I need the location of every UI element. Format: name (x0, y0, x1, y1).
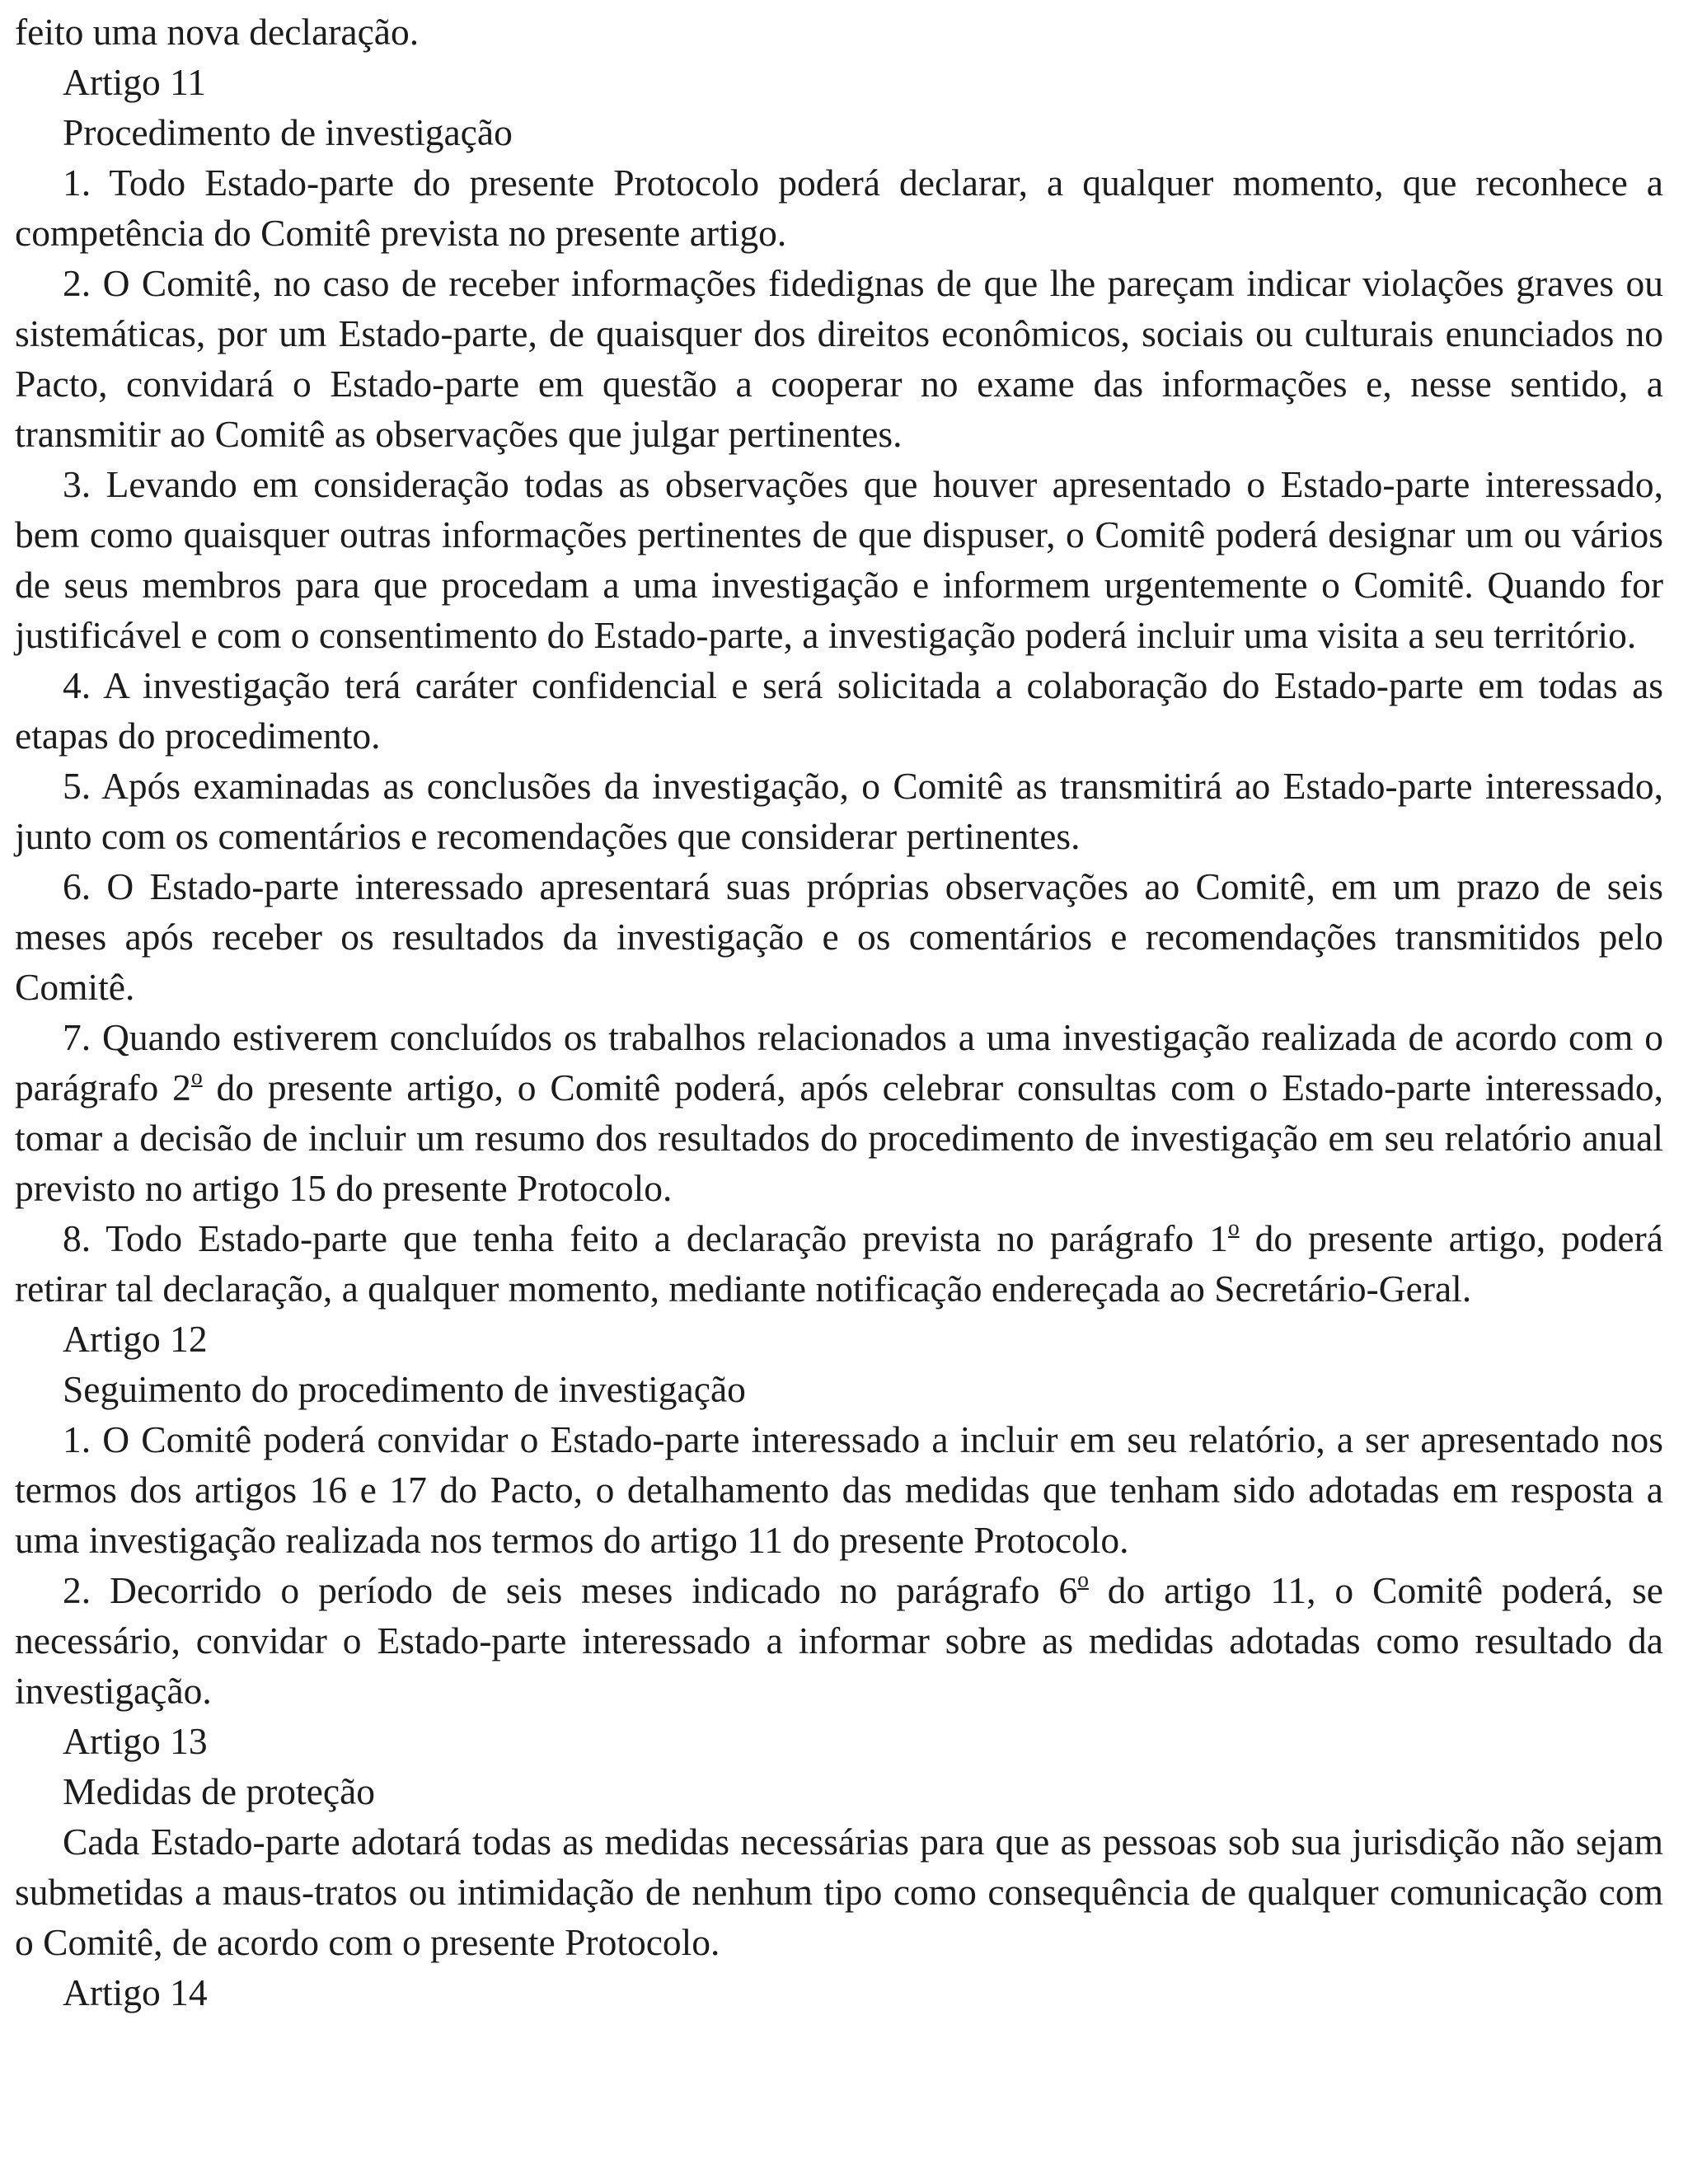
ordinal-indicator: o (190, 1064, 203, 1090)
article-11-paragraph-5: 5. Após examinadas as conclusões da investigação, o Comitê as transmitirá ao Estado-parte interessado, junto com os comentários e recomendações que considerar pertinentes. (15, 765, 1663, 857)
ordinal-indicator: o (1077, 1567, 1089, 1592)
article-12-paragraph-1: 1. O Comitê poderá convidar o Estado-parte interessado a incluir em seu relatório, a ser apresentado nos termos dos artigos 16 e 17 do Pacto, o detalhamento das medidas que tenham sido adotadas em resposta a uma investigação realizada nos termos do artigo 11 do presente Protocolo. (15, 1418, 1663, 1561)
article-11-paragraph-7-part-b: do presente artigo, o Comitê poderá, após celebrar consultas com o Estado-parte interessado, tomar a decisão de incluir um resumo dos resultados do procedimento de investigação em seu relatório anual previsto no artigo 15 do presente Protocolo. (15, 1066, 1663, 1209)
article-11-subtitle: Procedimento de investigação (63, 111, 513, 153)
article-11-paragraph-8-part-a: 8. Todo Estado-parte que tenha feito a declaração prevista no parágrafo 1 (63, 1217, 1228, 1259)
article-11-paragraph-1: 1. Todo Estado-parte do presente Protocolo poderá declarar, a qualquer momento, que reconhece a competência do Comitê prevista no presente artigo. (15, 162, 1663, 254)
article-12-subtitle: Seguimento do procedimento de investigação (63, 1368, 746, 1410)
article-12-title: Artigo 12 (63, 1318, 208, 1360)
article-11-paragraph-7 (15, 1012, 1663, 1213)
article-11-paragraph-3: 3. Levando em consideração todas as observações que houver apresentado o Estado-parte interessado, bem como quaisquer outras informações pertinentes de que dispuser, o Comitê poderá designar um ou vários de seus membros para que procedam a uma investigação e informem urgentemente o Comitê. Quando for justificável e com o consentimento do Estado-parte, a investigação poderá incluir uma visita a seu território. (15, 463, 1663, 656)
article-13-subtitle: Medidas de proteção (63, 1770, 376, 1812)
document-page (15, 7, 1663, 2018)
article-12-paragraph-2-part-b: do artigo 11, o Comitê poderá, se necessário, convidar o Estado-parte interessado a informar sobre as medidas adotadas como resultado da investigação. (15, 1569, 1663, 1712)
article-11-paragraph-8 (15, 1213, 1663, 1314)
article-13-title: Artigo 13 (63, 1720, 208, 1762)
article-14-title: Artigo 14 (63, 1971, 208, 2013)
article-11-paragraph-6: 6. O Estado-parte interessado apresentará suas próprias observações ao Comitê, em um prazo de seis meses após receber os resultados da investigação e os comentários e recomendações transmitidos pelo Comitê. (15, 865, 1663, 1008)
article-12-paragraph-2-part-a: 2. Decorrido o período de seis meses indicado no parágrafo 6 (63, 1569, 1078, 1611)
article-11-paragraph-7-part-a: 7. Quando estiverem concluídos os trabalhos relacionados a uma investigação realizada de acordo com o parágrafo 2 (15, 1016, 1663, 1108)
continuation-text: feito uma nova declaração. (15, 11, 420, 53)
article-11-paragraph-8-part-b: do presente artigo, poderá retirar tal declaração, a qualquer momento, mediante notificação endereçada ao Secretário-Geral. (15, 1217, 1663, 1310)
article-13-paragraph-1: Cada Estado-parte adotará todas as medidas necessárias para que as pessoas sob sua jurisdição não sejam submetidas a maus-tratos ou intimidação de nenhum tipo como consequência de qualquer comunicação com o Comitê, de acordo com o presente Protocolo. (15, 1821, 1663, 1963)
article-11-paragraph-2: 2. O Comitê, no caso de receber informações fidedignas de que lhe pareçam indicar violações graves ou sistemáticas, por um Estado-parte, de quaisquer dos direitos econômicos, sociais ou culturais enunciados no Pacto, convidará o Estado-parte em questão a cooperar no exame das informações e, nesse sentido, a transmitir ao Comitê as observações que julgar pertinentes. (15, 262, 1663, 455)
ordinal-indicator: o (1227, 1215, 1240, 1240)
article-11-paragraph-4: 4. A investigação terá caráter confidencial e será solicitada a colaboração do Estado-parte em todas as etapas do procedimento. (15, 664, 1663, 757)
article-11-title: Artigo 11 (63, 61, 206, 103)
article-12-paragraph-2 (15, 1565, 1663, 1716)
